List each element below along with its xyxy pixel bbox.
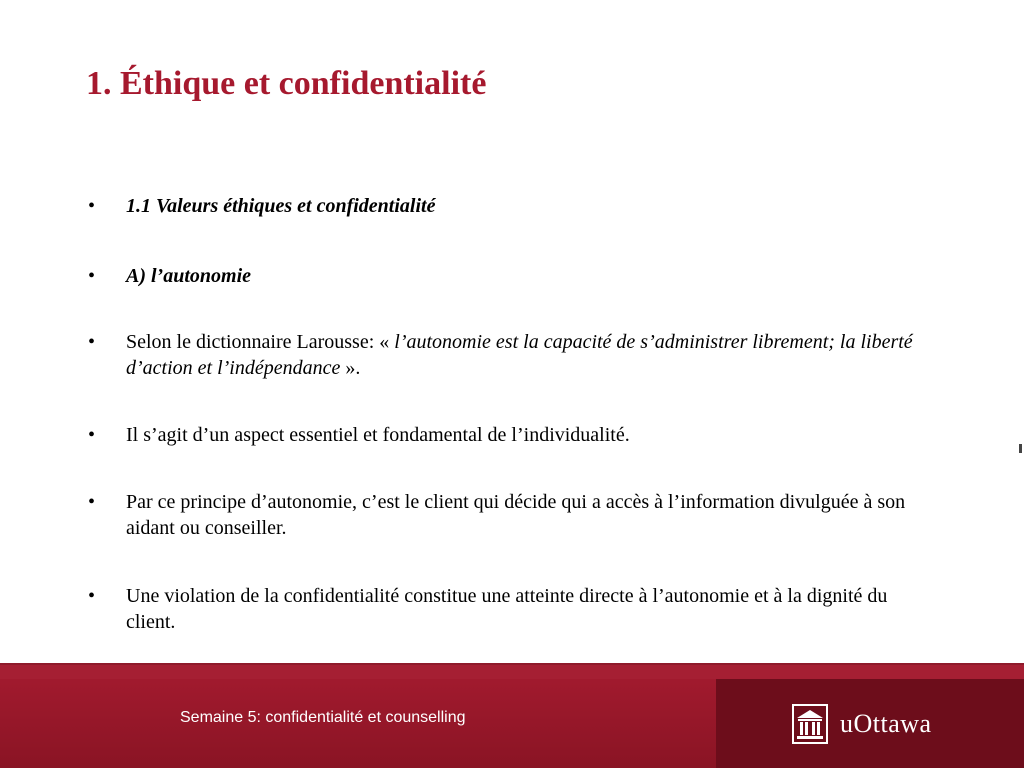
bullet-text: Il s’agit d’un aspect essentiel et fondamental de l’individualité. <box>126 424 630 446</box>
bullet-item <box>88 489 938 541</box>
footer-text: Semaine 5: confidentialité et counselling <box>180 709 466 726</box>
bullet-text: A) l’autonomie <box>126 265 252 287</box>
bullet-item <box>88 263 938 289</box>
bullet-text-prefix: Selon le dictionnaire Larousse: « <box>126 331 395 353</box>
bullet-item <box>88 193 938 219</box>
bullet-text: Une violation de la confidentialité constitue une atteinte directe à l’autonomie et à la dignité du client. <box>126 585 888 633</box>
bullet-list <box>88 193 938 635</box>
bullet-item <box>88 422 938 448</box>
university-building-icon <box>792 704 828 744</box>
slide-title: 1. Éthique et confidentialité <box>86 65 487 102</box>
footer-band <box>0 665 1024 679</box>
uottawa-logo <box>792 702 932 746</box>
edge-mark <box>1019 444 1022 453</box>
bullet-item <box>88 329 938 381</box>
logo-text: uOttawa <box>840 709 932 738</box>
bullet-text: Par ce principe d’autonomie, c’est le client qui décide qui a accès à l’information divulguée à son aidant ou conseiller. <box>126 491 906 539</box>
bullet-item <box>88 583 938 635</box>
bullet-text: 1.1 Valeurs éthiques et confidentialité <box>126 195 436 217</box>
bullet-text-suffix: ». <box>340 357 361 379</box>
bullet-quote: l’autonomie est la capacité de s’administrer librement; la liberté d’action et l’indépendance <box>126 331 913 379</box>
